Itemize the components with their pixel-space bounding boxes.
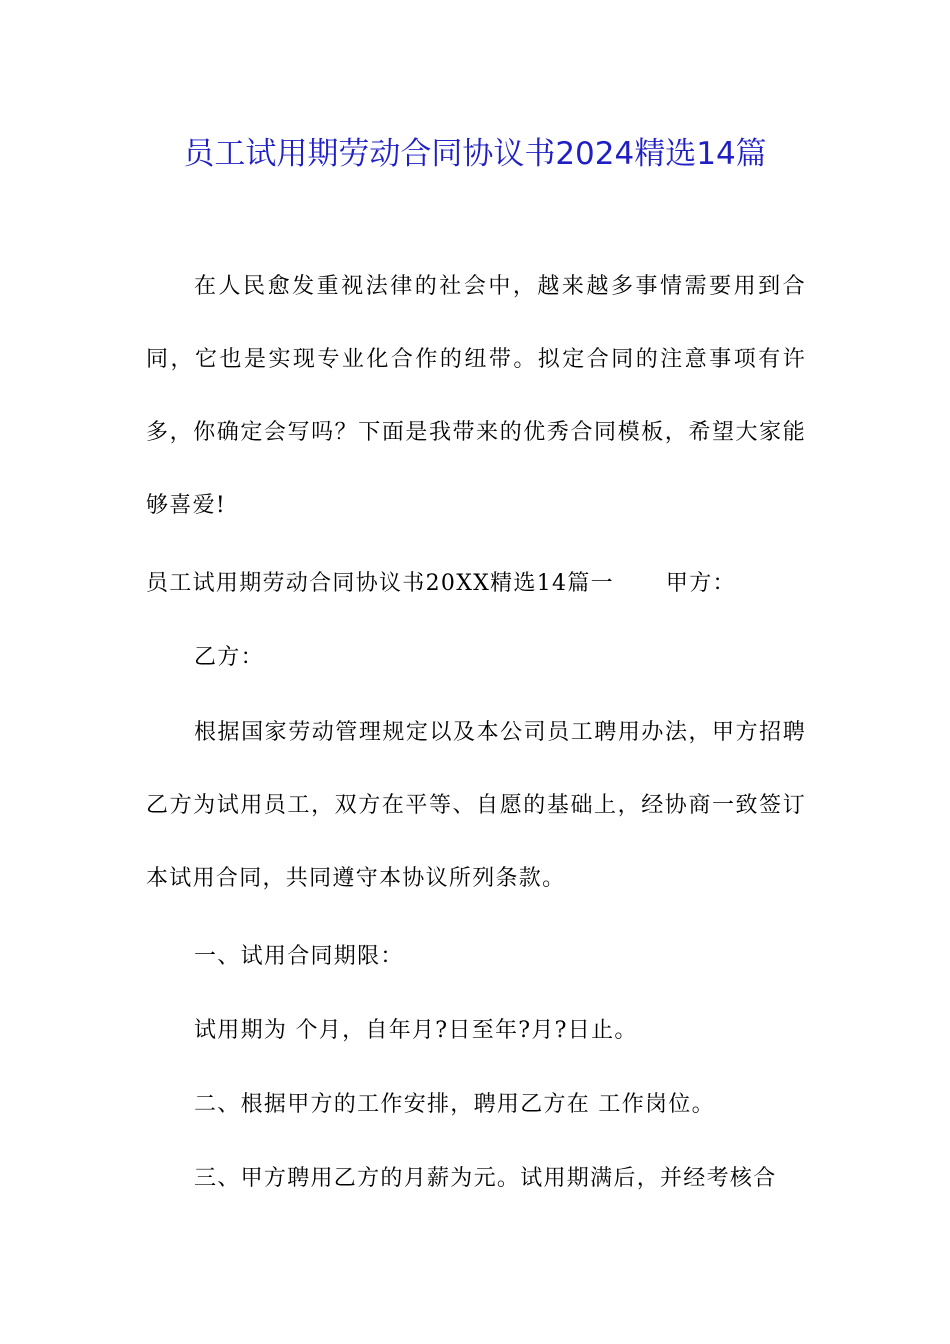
clause-3: 三、甲方聘用乙方的月薪为元。试用期满后，并经考核合: [194, 1166, 777, 1191]
section-heading: 员工试用期劳动合同协议书20XX精选14篇一: [146, 571, 614, 596]
party-a-label: 甲方：: [665, 571, 736, 596]
clause-1-text: 试用期为 个月，自年月?日至年?月?日止。: [194, 1018, 638, 1043]
clause-2: 二、根据甲方的工作安排，聘用乙方在 工作岗位。: [194, 1092, 715, 1117]
section-heading-line: [146, 564, 736, 604]
clause-1-title: 一、试用合同期限：: [194, 944, 404, 969]
party-b-label: 乙方：: [194, 645, 264, 670]
basis-paragraph: 根据国家劳动管理规定以及本公司员工聘用办法，甲方招聘乙方为试用员工，双方在平等、自愿的基础上，经协商一致签订本试用合同，共同遵守本协议所列条款。: [146, 720, 806, 891]
intro-paragraph: 在人民愈发重视法律的社会中，越来越多事情需要用到合同，它也是实现专业化合作的纽带。拟定合同的注意事项有许多，你确定会写吗？下面是我带来的优秀合同模板，希望大家能够喜爱!: [146, 274, 806, 518]
document-title: 员工试用期劳动合同协议书2024精选14篇: [183, 136, 767, 172]
